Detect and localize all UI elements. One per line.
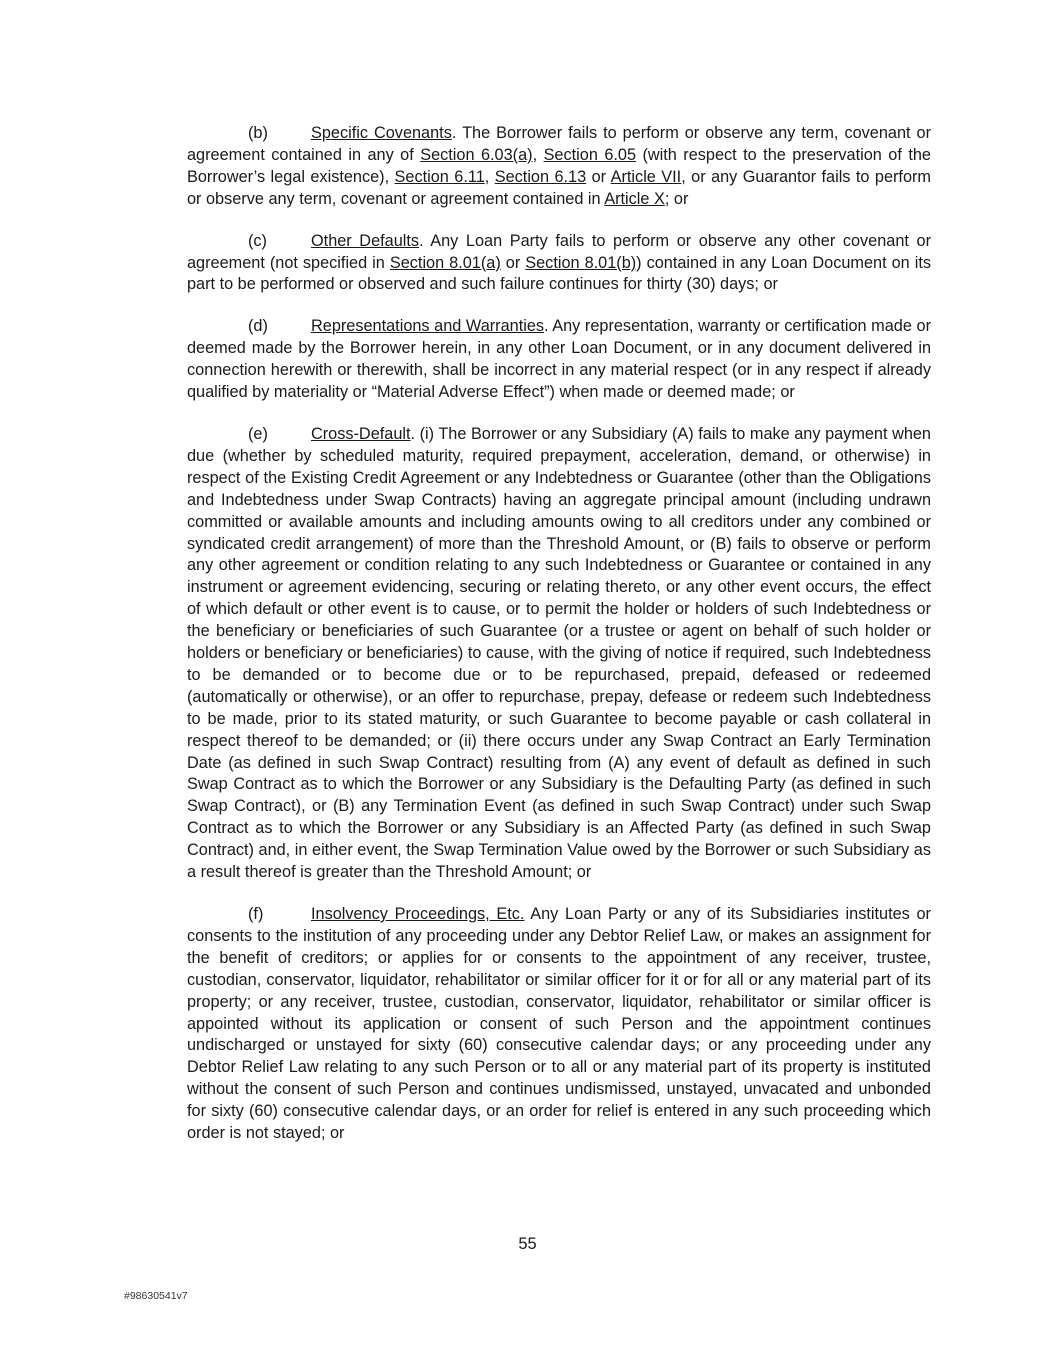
page-body [187,123,931,1165]
paragraph-label: (f) [248,905,264,923]
underlined-reference: Insolvency Proceedings, Etc. [311,905,525,923]
paragraph-text: ; or [664,189,689,208]
paragraph-text: (with respect to the preservation of the Borrower’s legal existence), [187,145,931,186]
underlined-reference: Article X [604,189,665,208]
paragraph-text: . The Borrower fails to perform or observe any term, covenant or agreement contained in any of [187,124,931,164]
paragraph-text: , [484,167,495,186]
underlined-reference: Section 6.11 [394,167,485,186]
underlined-reference: Section 6.05 [543,145,637,164]
document-id: #98630541v7 [124,1290,188,1302]
underlined-reference: Other Defaults [311,231,420,250]
underlined-reference: Specific Covenants [311,124,452,142]
underlined-reference: Section 8.01(b) [525,253,637,272]
paragraph-text: . Any Loan Party fails to perform or observe any other covenant or agreement (not specified in [187,231,931,272]
paragraph-f [187,904,931,1145]
paragraph-text: or [500,253,526,272]
underlined-reference: Article VII [610,167,682,186]
paragraph-d [187,316,931,404]
paragraph-b [187,123,931,211]
paragraph-text: Any Loan Party or any of its Subsidiaries institutes or consents to the institution of any proceeding under any Debtor Relief Law, or makes an assignment for the benefit of creditors; or applies for or consents to the appointment of any receiver, trustee, custodian, conservator, liquidator, rehabilitator or similar officer for it or for all or any material part of its property; or any receiver, trustee, custodian, conservator, liquidator, rehabilitator or similar officer is appointed without its application or consent of such Person and the appointment continues undischarged or unstayed for sixty (60) consecutive calendar days; or any proceeding under any Debtor Relief Law relating to any such Person or to all or any material part of its property is instituted without the consent of such Person and continues undismissed, unstayed, unvacated and unbonded for sixty (60) consecutive calendar days, or an order for relief is entered in any such proceeding which order is not stayed; or [187,905,931,1143]
underlined-reference: Section 8.01(a) [389,253,501,272]
paragraph-label: (d) [248,317,268,336]
underlined-reference: Section 6.03(a) [420,145,533,164]
paragraph-text: or [586,167,611,186]
paragraph-label: (c) [248,231,267,250]
page-number: 55 [518,1235,537,1253]
paragraph-text: , [532,145,544,164]
paragraph-text: . Any representation, warranty or certification made or deemed made by the Borrower herein, in any other Loan Document, or in any document delivered in connection herewith or therewith, shall be incorrect in any material respect (or in any respect if already qualified by materiality or “Material Adverse Effect”) when made or deemed made; or [187,317,931,402]
paragraph-c [187,231,931,297]
paragraph-label: (b) [248,124,268,142]
paragraph-text: ) contained in any Loan Document on its part to be performed or observed and such failure continues for thirty (30) days; or [187,253,931,294]
underlined-reference: Cross-Default [311,424,411,443]
underlined-reference: Representations and Warranties [311,317,545,336]
underlined-reference: Section 6.13 [494,167,587,186]
paragraph-text: , or any Guarantor fails to perform or observe any term, covenant or agreement contained in [187,167,931,208]
paragraph-e [187,424,931,884]
paragraph-text: . (i) The Borrower or any Subsidiary (A) fails to make any payment when due (whether by scheduled maturity, required prepayment, acceleration, demand, or otherwise) in respect of the Existing Credit Agreement or any Indebtedness or Guarantee (other than the Obligations and Indebtedness under Swap Contracts) having an aggregate principal amount (including undrawn committed or available amounts and including amounts owing to all creditors under any combined or syndicated credit arrangement) of more than the Threshold Amount, or (B) fails to observe or perform any other agreement or condition relating to any such Indebtedness or Guarantee or contained in any instrument or agreement evidencing, securing or relating thereto, or any other event occurs, the effect of which default or other event is to cause, or to permit the holder or holders of such Indebtedness or the beneficiary or beneficiaries of such Guarantee (or a trustee or agent on behalf of such holder or holders or beneficiary or beneficiaries) to cause, with the giving of notice if required, such Indebtedness to be demanded or to become due or to be repurchased, prepaid, defeased or redeemed (automatically or otherwise), or an offer to repurchase, prepay, defease or redeem such Indebtedness to be made, prior to its stated maturity, or such Guarantee to become payable or cash collateral in respect thereof to be demanded; or (ii) there occurs under any Swap Contract an Early Termination Date (as defined in such Swap Contract) resulting from (A) any event of default as defined in such Swap Contract as to which the Borrower or any Subsidiary is the Defaulting Party (as defined in such Swap Contract), or (B) any Termination Event (as defined in such Swap Contract) under such Swap Contract as to which the Borrower or any Subsidiary is an Affected Party (as defined in such Swap Contract) and, in either event, the Swap Termination Value owed by the Borrower or such Subsidiary as a result thereof is greater than the Threshold Amount; or [187,424,931,882]
paragraph-label: (e) [248,424,268,443]
